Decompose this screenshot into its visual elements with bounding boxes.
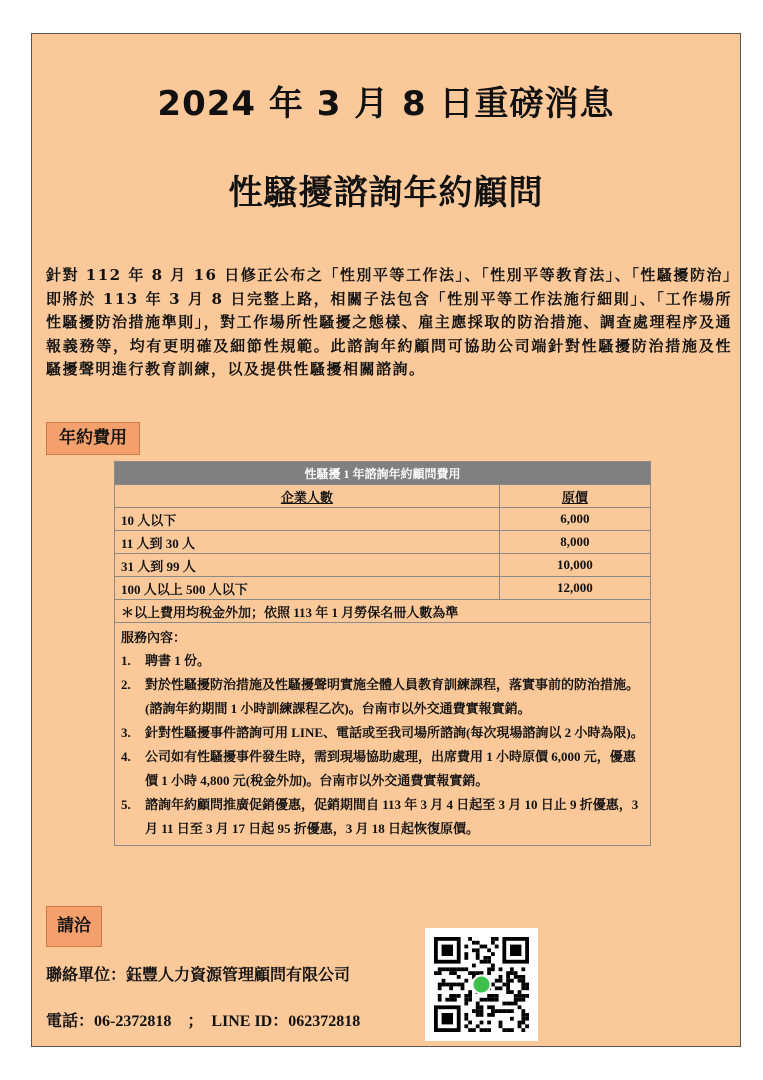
services-list xyxy=(121,649,644,841)
row-size: 10 人以下 xyxy=(115,508,500,531)
row-size: 100 人以上 500 人以下 xyxy=(115,577,500,600)
item-number: 1. xyxy=(121,653,131,668)
qr-code-icon[interactable] xyxy=(425,928,538,1041)
list-item xyxy=(121,673,644,721)
item-number: 2. xyxy=(121,677,131,692)
contact-unit: 聯絡單位：鈺豐人力資源管理顧問有限公司 xyxy=(46,965,351,984)
intro-paragraph: 針對 112 年 8 月 16 日修正公布之「性別平等工作法」、「性別平等教育法」、「性騷擾防治」即將於 113 年 3 月 8 日完整上路，相關子法包含「性別平等工作法施行細則」、「工作場所性騷擾防治措施準則」，對工作場所性騷擾之態樣、雇主應採取的防治措施、調查處理程序及通報義務等，均有更明確及細節性規範。此諮詢年約顧問可協助公司端針對性騷擾防治措施及性騷擾聲明進行教育訓練，以及提供性騷擾相關諮詢。 xyxy=(46,266,732,378)
contact-section-tag: 請洽 xyxy=(46,906,102,947)
contact-phone: 電話：06-2372818 ； LINE ID：062372818 xyxy=(46,1013,361,1030)
table-row xyxy=(115,508,651,531)
item-text: 針對性騷擾事件諮詢可用 LINE、電話或至我司場所諮詢(每次現場諮詢以 2 小時為限)。 xyxy=(145,725,644,740)
fee-section-tag: 年約費用 xyxy=(46,422,140,455)
row-price: 12,000 xyxy=(499,577,650,600)
item-text: 諮詢年約顧問推廣促銷優惠，促銷期間自 113 年 3 月 4 日起至 3 月 10 日止 9 折優惠，3 月 11 日至 3 月 17 日起 95 折優惠，3 月 18 日起恢復原價。 xyxy=(145,797,639,836)
table-row xyxy=(115,577,651,600)
list-item xyxy=(121,745,644,793)
fee-table xyxy=(114,461,651,846)
col-header-price: 原價 xyxy=(499,485,650,508)
row-size: 31 人到 99 人 xyxy=(115,554,500,577)
fee-note: ＊以上費用均稅金外加；依照 113 年 1 月勞保名冊人數為準 xyxy=(115,600,651,623)
list-item xyxy=(121,793,644,841)
item-number: 5. xyxy=(121,797,131,812)
services-cell xyxy=(115,623,651,846)
list-item xyxy=(121,649,644,673)
item-text: 對於性騷擾防治措施及性騷擾聲明實施全體人員教育訓練課程，落實事前的防治措施。(諮詢年約期間 1 小時訓練課程乙次)。台南市以外交通費實報實銷。 xyxy=(145,677,640,716)
col-header-size: 企業人數 xyxy=(115,485,500,508)
item-text: 聘書 1 份。 xyxy=(145,653,211,668)
row-price: 8,000 xyxy=(499,531,650,554)
row-size: 11 人到 30 人 xyxy=(115,531,500,554)
flyer xyxy=(31,33,741,1047)
page-title: 性騷擾諮詢年約顧問 xyxy=(228,173,544,213)
fee-table-caption: 性騷擾 1 年諮詢年約顧問費用 xyxy=(115,462,651,485)
item-text: 公司如有性騷擾事件發生時，需到現場協助處理，出席費用 1 小時原價 6,000 元，優惠價 1 小時 4,800 元(稅金外加)。台南市以外交通費實報實銷。 xyxy=(145,749,636,788)
row-price: 10,000 xyxy=(499,554,650,577)
table-row xyxy=(115,531,651,554)
headline: 2024 年 3 月 8 日重磅消息 xyxy=(157,84,615,124)
list-item xyxy=(121,721,644,745)
table-row xyxy=(115,554,651,577)
item-number: 4. xyxy=(121,749,131,764)
row-price: 6,000 xyxy=(499,508,650,531)
services-title: 服務內容： xyxy=(121,630,187,645)
item-number: 3. xyxy=(121,725,131,740)
